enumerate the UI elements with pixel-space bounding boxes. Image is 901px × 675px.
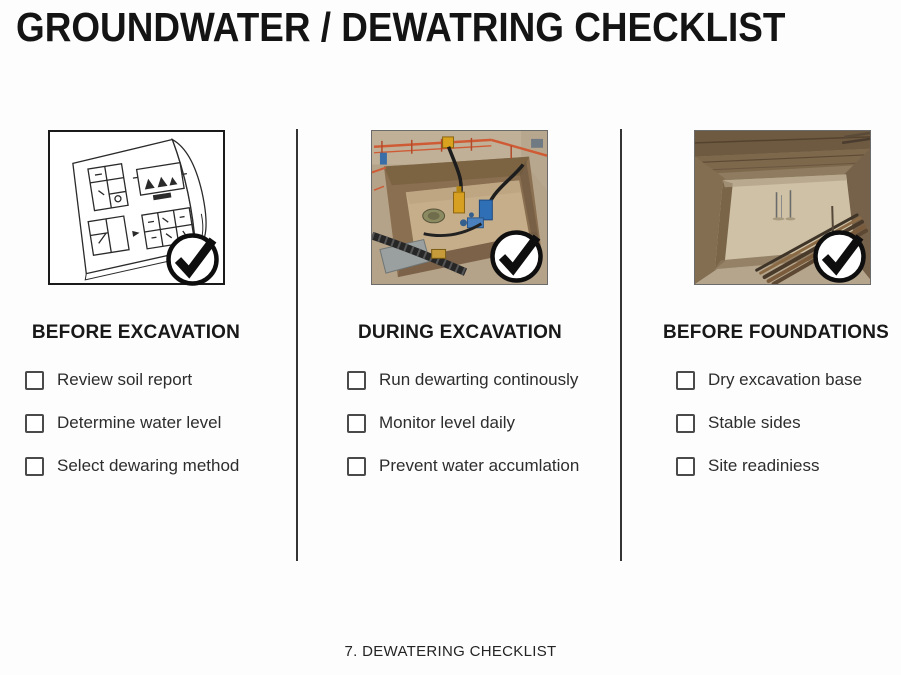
during-excavation-image [371,130,548,285]
checkbox-run-dewatering-continuously[interactable] [347,371,366,390]
heading-during-excavation: DURING EXCAVATION [358,322,562,343]
checklist-item [25,369,192,391]
checklist-item-label: Stable sides [708,413,801,432]
page-title: GROUNDWATER / DEWATRING CHECKLIST [16,4,786,50]
checklist-item-label: Review soil report [57,370,193,389]
checkbox-site-readiness[interactable] [676,457,695,476]
check-badge-icon [811,228,868,285]
checkbox-select-dewatering-method[interactable] [25,457,44,476]
check-badge-icon [164,231,221,288]
checkbox-monitor-level-daily[interactable] [347,414,366,433]
checklist-item [347,455,579,477]
checklist-item-label: Dry excavation base [708,370,863,389]
checklist-item [347,369,578,391]
checklist-item-label: Monitor level daily [379,413,516,432]
checkbox-dry-excavation-base[interactable] [676,371,695,390]
column-divider-1 [296,129,298,561]
column-divider-2 [620,129,622,561]
checklist-item [347,412,515,434]
heading-before-foundations: BEFORE FOUNDATIONS [663,322,889,343]
page-footer: 7. DEWATERING CHECKLIST [344,643,557,660]
checklist-item [676,369,862,391]
checkbox-prevent-water-accumulation[interactable] [347,457,366,476]
check-badge-icon [488,228,545,285]
checkbox-determine-water-level[interactable] [25,414,44,433]
checklist-item-label: Determine water level [57,413,222,432]
checklist-item-label: Select dewaring method [57,456,240,475]
heading-before-excavation: BEFORE EXCAVATION [31,322,241,343]
checklist-item [676,455,820,477]
before-excavation-image [48,130,225,285]
checklist-item-label: Site readiniess [708,456,820,475]
checklist-item [676,412,801,434]
before-foundations-image [694,130,871,285]
checklist-item-label: Prevent water accumlation [379,456,580,475]
checklist-item [25,455,239,477]
checklist-item-label: Run dewarting continously [379,370,579,389]
checkbox-review-soil-report[interactable] [25,371,44,390]
checkbox-stable-sides[interactable] [676,414,695,433]
checklist-item [25,412,221,434]
